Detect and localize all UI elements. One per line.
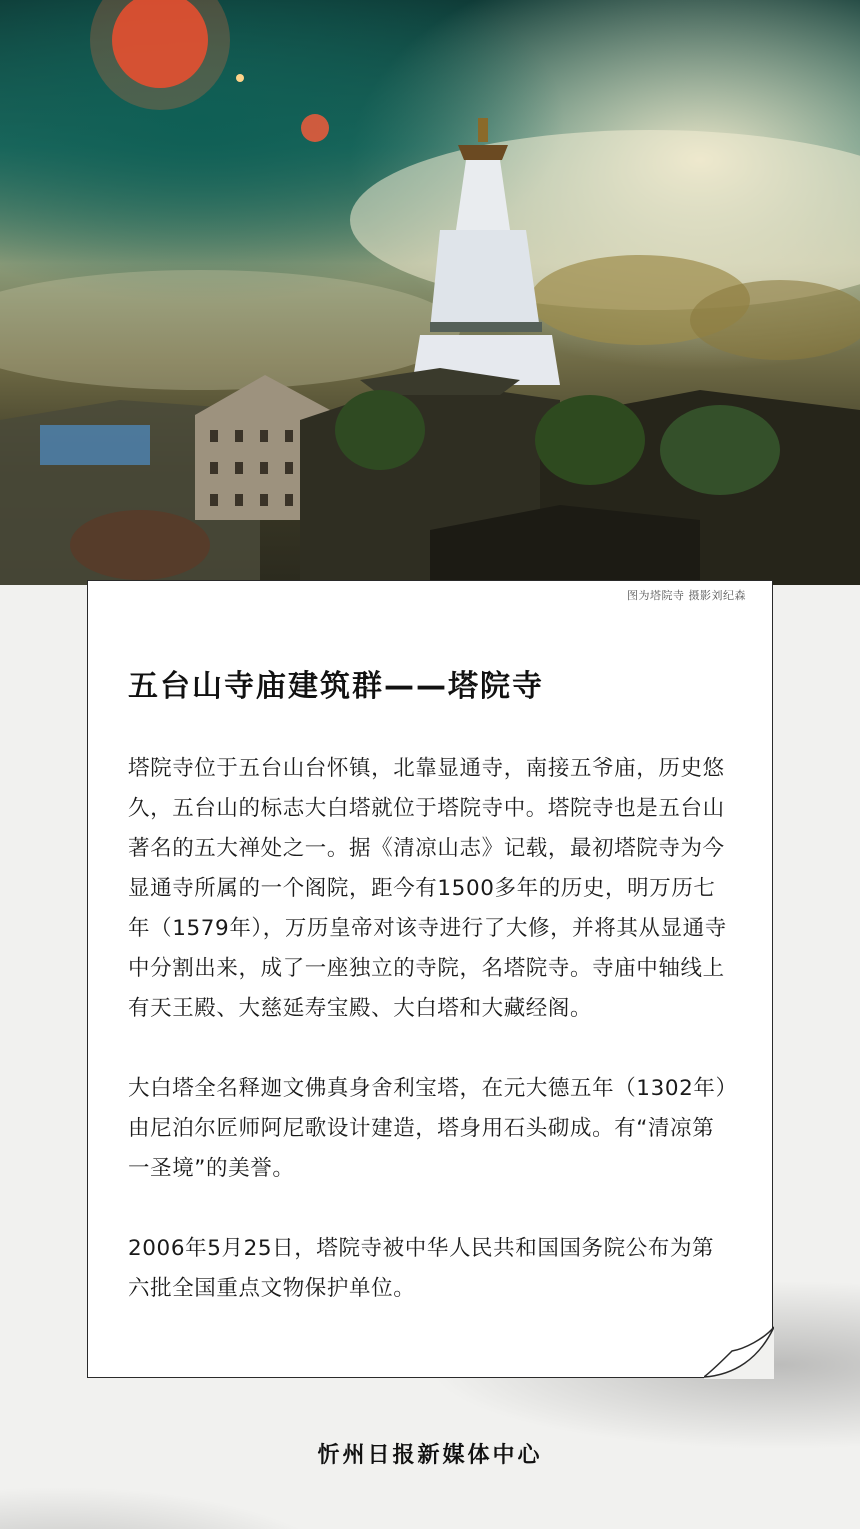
article-title: 五台山寺庙建筑群——塔院寺 <box>128 669 544 704</box>
article-paragraph: 大白塔全名释迦文佛真身舍利宝塔，在元大德五年（1302年）由尼泊尔匠师阿尼歌设计建造，塔身用石头砌成。有“清凉第一圣境”的美誉。 <box>128 1076 727 1181</box>
article-card <box>87 580 773 1378</box>
article-paragraph: 塔院寺位于五台山台怀镇，北靠显通寺，南接五爷庙，历史悠久，五台山的标志大白塔就位于塔院寺中。塔院寺也是五台山著名的五大禅处之一。据《清凉山志》记载，最初塔院寺为今显通寺所属的一个阁院，距今有1500多年的历史，明万历七年（1579年），万历皇帝对该寺进行了大修，并将其从显通寺中分割出来，成了一座独立的寺院，名塔院寺。寺庙中轴线上有天王殿、大慈延寿宝殿、大白塔和大藏经阁。 <box>128 756 727 1021</box>
pagoda-scene-illustration <box>0 0 860 585</box>
photo-caption: 图为塔院寺 摄影刘纪森 <box>627 589 746 602</box>
article-body <box>128 749 728 1349</box>
publisher-footer: 忻州日报新媒体中心 <box>317 1443 543 1468</box>
page-curl-decoration <box>704 1299 774 1379</box>
article-paragraph: 2006年5月25日，塔院寺被中华人民共和国国务院公布为第六批全国重点文物保护单位。 <box>128 1236 715 1301</box>
hero-photo <box>0 0 860 585</box>
